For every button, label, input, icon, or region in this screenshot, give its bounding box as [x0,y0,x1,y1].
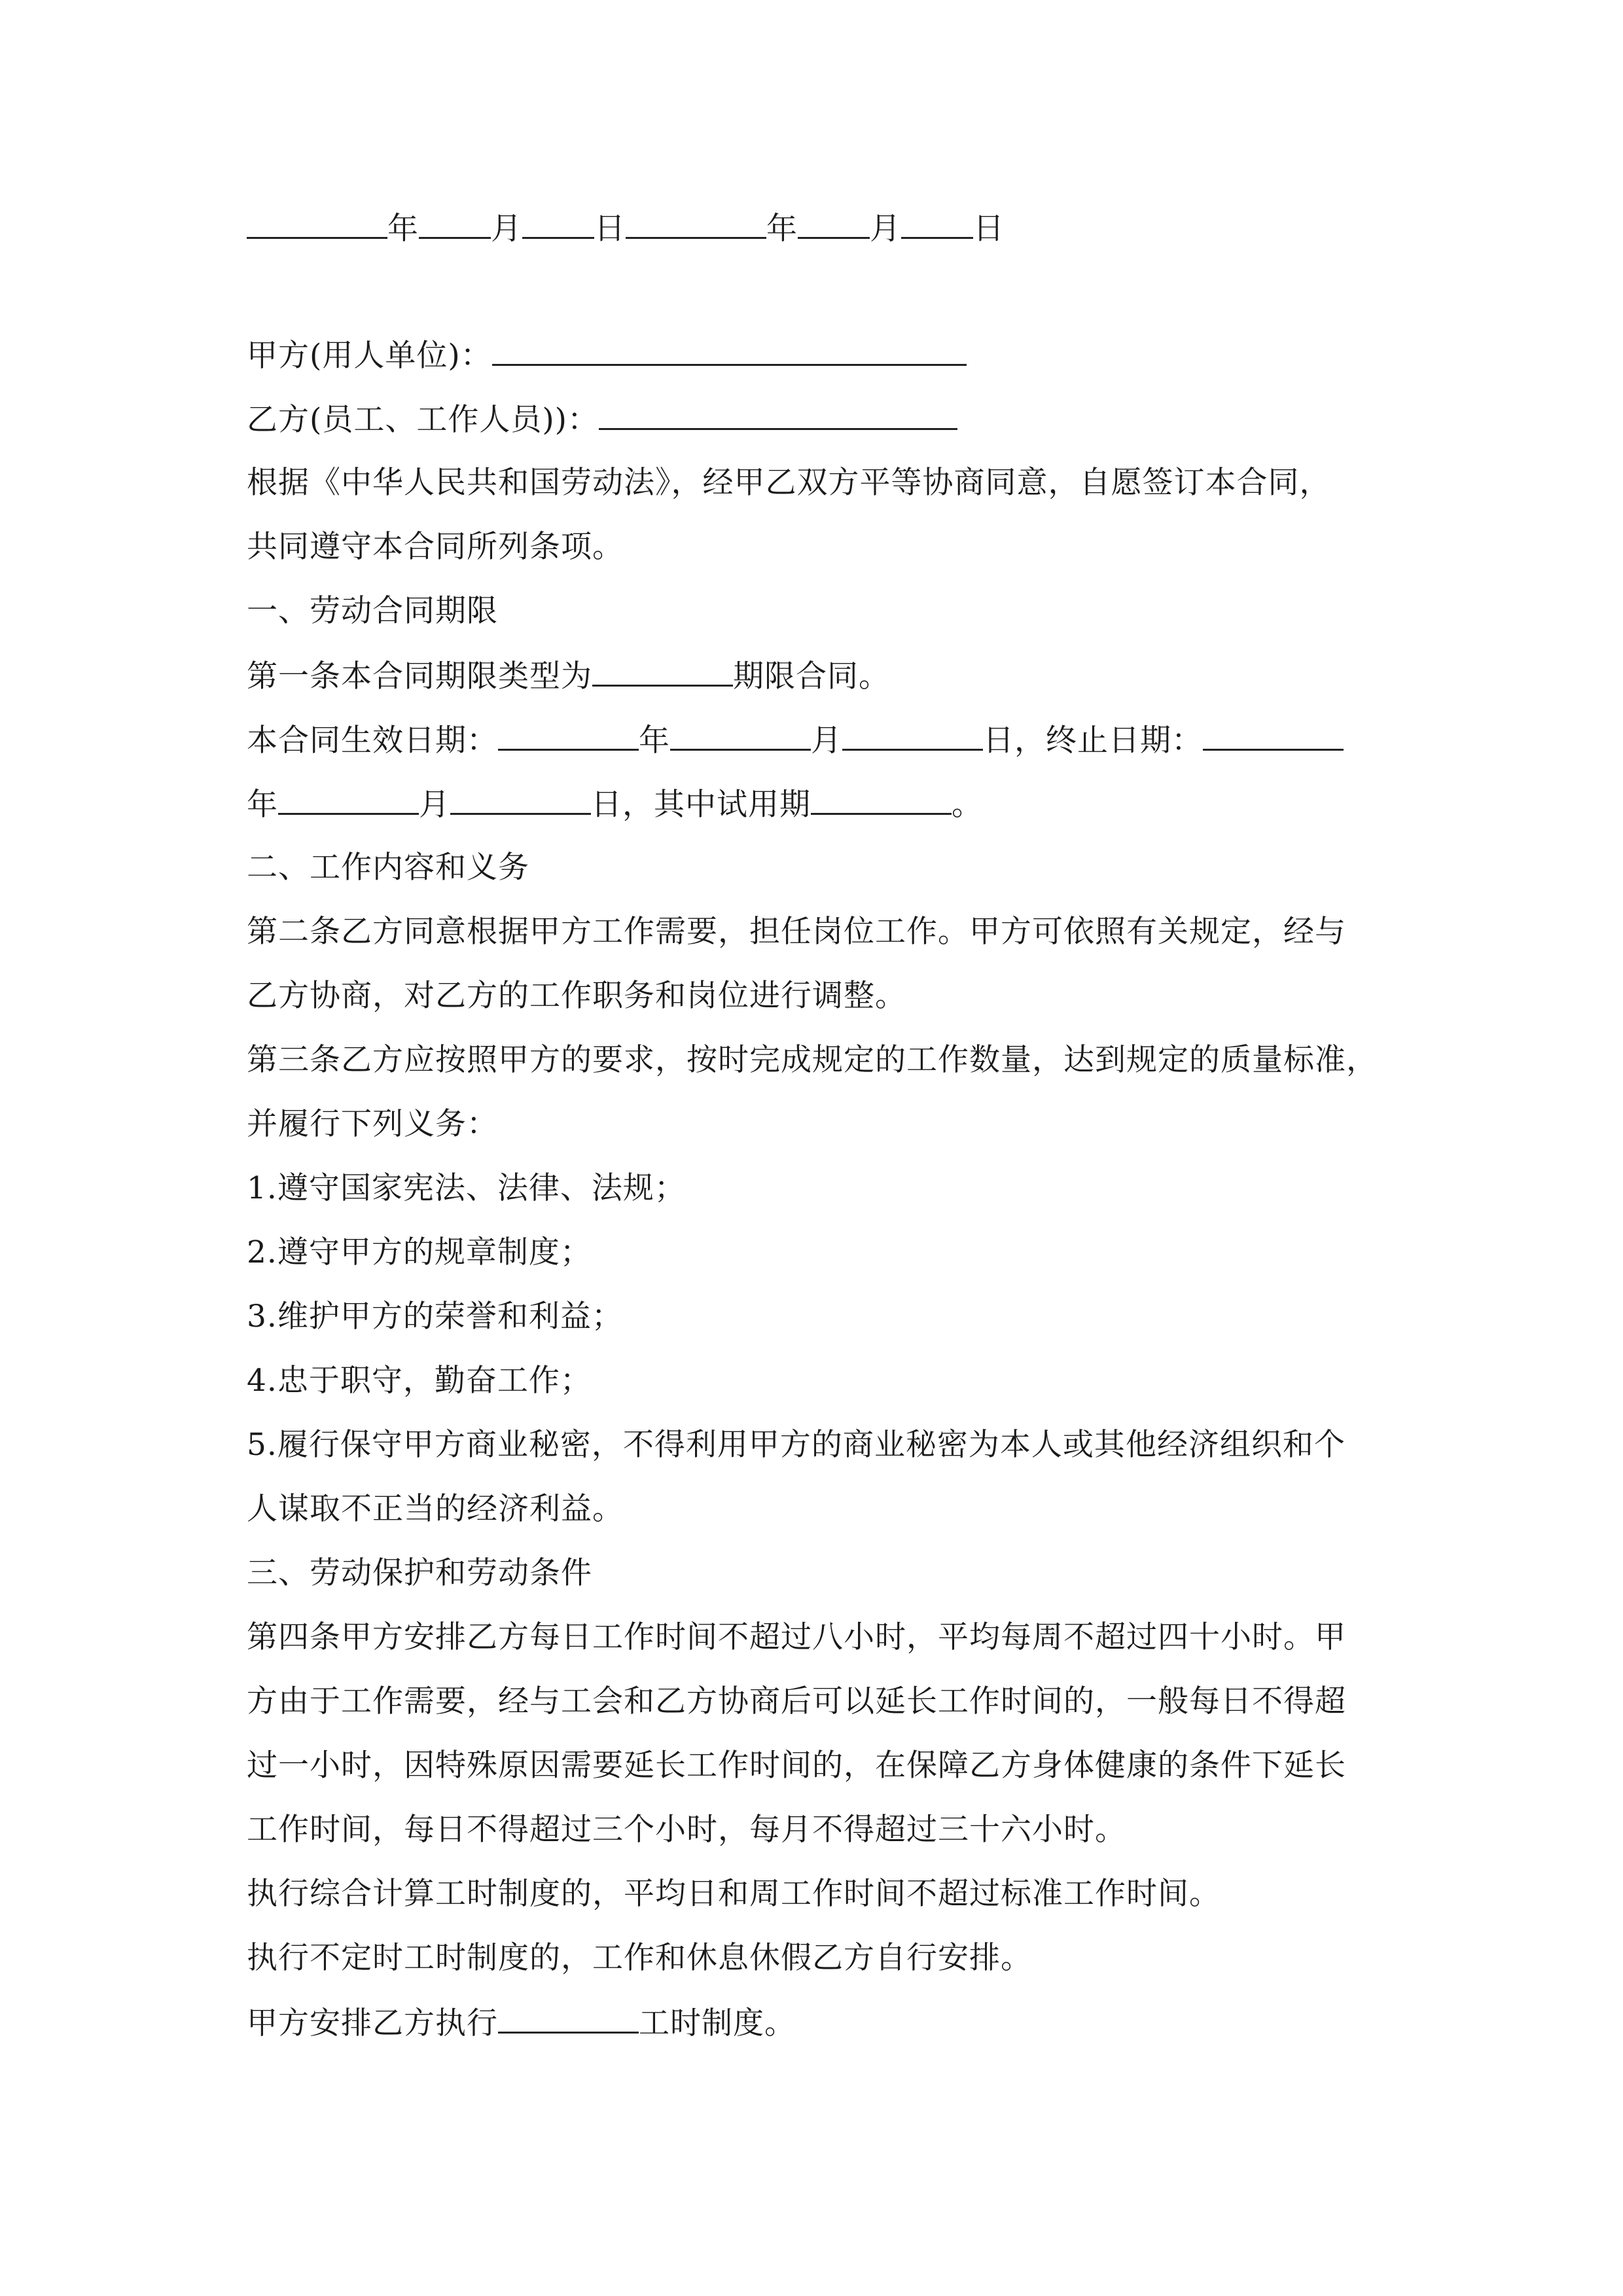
duty-item-1: 1.遵守国家宪法、法律、法规； [247,1170,686,1206]
article2-line-2: 乙方协商，对乙方的工作职务和岗位进行调整。 [247,978,906,1014]
intro-line-1: 根据《中华人民共和国劳动法》，经甲乙双方平等协商同意，自愿签订本合同， [247,465,1331,501]
effective-month-label: 月 [811,723,842,759]
article2-line-1: 第二条乙方同意根据甲方工作需要，担任岗位工作。甲方可依照有关规定，经与 [247,914,1346,950]
duty-item-5-line-2: 人谋取不正当的经济利益。 [247,1491,624,1527]
blank-month-2[interactable] [798,208,870,239]
article4-line-1: 第四条甲方安排乙方每日工作时间不超过八小时，平均每周不超过四十小时。甲 [247,1619,1346,1655]
hours-system-line [247,2003,796,2043]
article1-line [247,656,890,696]
blank-month-1[interactable] [419,208,491,239]
article4-line-4: 工作时间，每日不得超过三个小时，每月不得超过三十六小时。 [247,1812,1126,1848]
article4-line-2: 方由于工作需要，经与工会和乙方协商后可以延长工作时间的，一般每日不得超 [247,1683,1346,1719]
year-label-2: 年 [766,211,798,247]
article1-suffix: 期限合同。 [733,658,890,694]
day-label-2: 日 [973,211,1005,247]
section3-title: 三、劳动保护和劳动条件 [247,1555,592,1591]
end-month-blank[interactable] [278,784,419,815]
article3-line-2: 并履行下列义务： [247,1106,498,1142]
month-label-2: 月 [870,211,901,247]
duty-item-3: 3.维护甲方的荣誉和利益； [247,1299,623,1335]
duty-item-4: 4.忠于职守，勤奋工作； [247,1363,592,1399]
comprehensive-hours-line: 执行综合计算工时制度的，平均日和周工作时间不超过标准工作时间。 [247,1876,1221,1912]
hours-suffix: 工时制度。 [639,2005,796,2041]
duty-item-5-line-1: 5.履行保守甲方商业秘密，不得利用甲方的商业秘密为本人或其他经济组织和个 [247,1427,1346,1463]
year-label-1: 年 [387,211,419,247]
end-date-line [247,784,983,825]
month-label-1: 月 [491,211,522,247]
end-year-blank[interactable] [1203,720,1344,751]
hours-system-blank[interactable] [498,2003,639,2034]
blank-day-2[interactable] [901,208,973,239]
flexible-hours-line: 执行不定时工时制度的，工作和休息休假乙方自行安排。 [247,1940,1032,1976]
end-month-label: 月 [419,787,450,823]
article1-prefix: 第一条本合同期限类型为 [247,658,592,694]
blank-year-2[interactable] [626,208,766,239]
article3-line-1: 第三条乙方应按照甲方的要求，按时完成规定的工作数量，达到规定的质量标准， [247,1042,1378,1078]
party-b-label: 乙方(员工、工作人员))： [247,402,599,438]
effective-date-line [247,720,1344,761]
contract-type-blank[interactable] [592,656,733,687]
trial-label: 日，其中试用期 [591,787,811,823]
party-b-blank[interactable] [599,399,957,430]
blank-year-1[interactable] [247,208,387,239]
end-day-blank[interactable] [450,784,591,815]
effective-year-blank[interactable] [498,720,639,751]
article4-line-3: 过一小时，因特殊原因需要延长工作时间的，在保障乙方身体健康的条件下延长 [247,1748,1346,1784]
effective-day-label: 日，终止日期： [983,723,1203,759]
section1-title: 一、劳动合同期限 [247,593,498,629]
duty-item-2: 2.遵守甲方的规章制度； [247,1234,592,1270]
hours-prefix: 甲方安排乙方执行 [247,2005,498,2041]
effective-day-blank[interactable] [842,720,983,751]
effective-month-blank[interactable] [670,720,811,751]
blank-day-1[interactable] [522,208,594,239]
party-a-line [247,335,967,376]
intro-line-2: 共同遵守本合同所列条项。 [247,529,624,565]
end-period: 。 [952,787,983,823]
day-label-1: 日 [594,211,626,247]
party-b-line [247,399,957,440]
effective-prefix: 本合同生效日期： [247,723,498,759]
party-a-label: 甲方(用人单位)： [247,338,492,374]
effective-year-label: 年 [639,723,670,759]
end-year-label: 年 [247,787,278,823]
section2-title: 二、工作内容和义务 [247,850,529,886]
party-a-blank[interactable] [492,335,967,366]
date-range-line [247,208,1005,249]
trial-period-blank[interactable] [811,784,952,815]
